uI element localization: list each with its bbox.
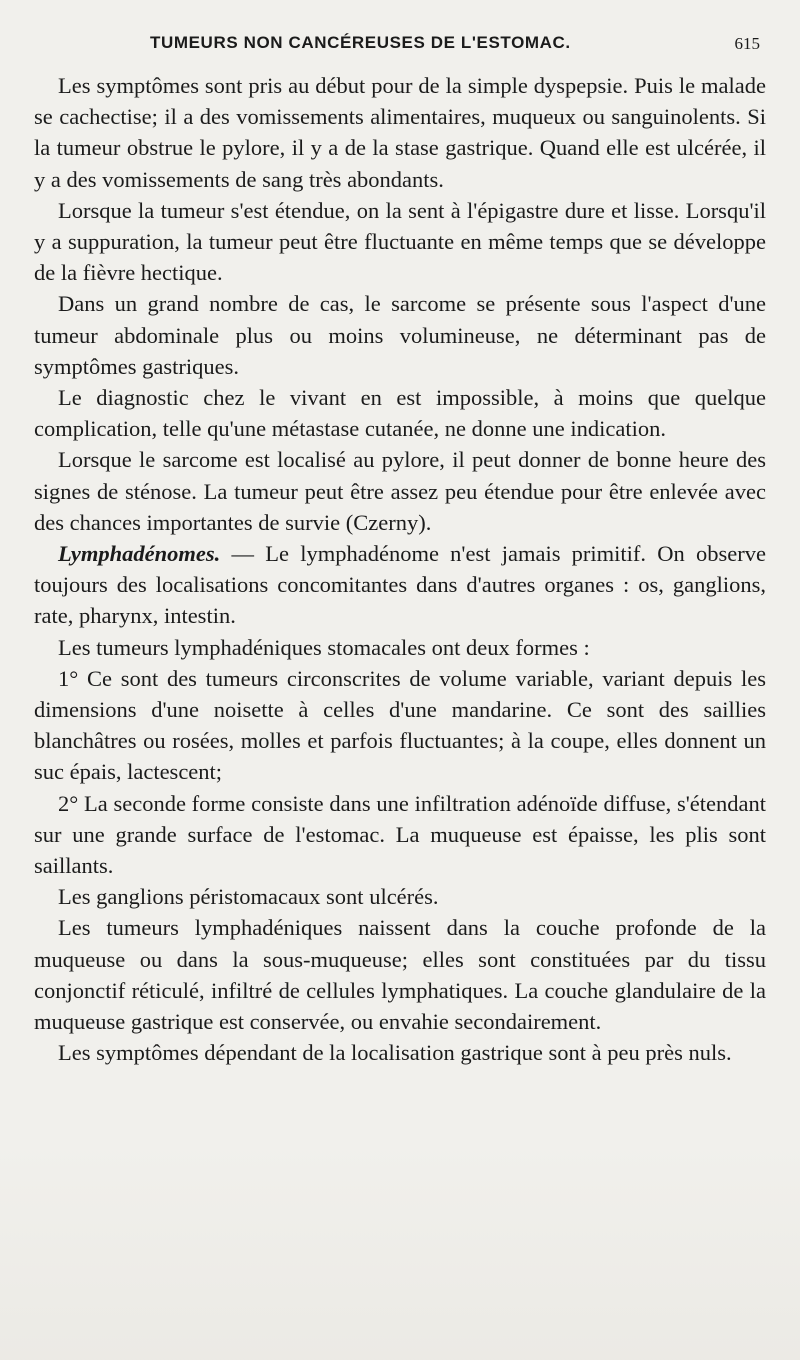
running-head (150, 33, 760, 57)
paragraph-ganglions: Les ganglions péristomacaux sont ulcérés. (58, 884, 439, 910)
paragraph-form-two: 2° La seconde forme consiste dans une infiltration adénoïde diffuse, s'étendant sur une grande surface de l'estomac. La muqueuse est épaisse, les plis sont saillants. (34, 790, 766, 879)
paragraph-two-forms: Les tumeurs lymphadéniques stomacales ont deux formes : (58, 634, 590, 660)
paragraph-origin: Les tumeurs lymphadéniques naissent dans la couche profonde de la muqueuse ou dans la sous-muqueuse; elles sont constituées par du tissu conjonctif réticulé, infiltré de cellules lymphatiques. La couche glandulaire de la muqueuse gastrique est conservée, ou envahie secondairement. (34, 915, 766, 1035)
body-text (34, 70, 766, 1069)
paragraph-form-one: 1° Ce sont des tumeurs circonscrites de volume variable, variant depuis les dimensions d'une noisette à celles d'une mandarine. Ce sont des saillies blanchâtres ou rosées, molles et parfois fluctuantes; à la coupe, elles donnent un suc épais, lactescent; (34, 665, 766, 785)
paragraph-symptoms-nuls: Les symptômes dépendant de la localisation gastrique sont à peu près nuls. (58, 1040, 732, 1066)
running-head-title: TUMEURS NON CANCÉREUSES DE L'ESTOMAC. (150, 33, 571, 52)
paragraph-pylorus: Lorsque le sarcome est localisé au pylore, il peut donner de bonne heure des signes de sténose. La tumeur peut être assez peu étendue pour être enlevée avec des chances importantes de survie (Czerny). (34, 447, 766, 535)
paragraph-lymphadenomes-text: — Le lymphadénome n'est jamais primitif. On observe toujours des localisations concomitantes dans d'autres organes : os, ganglions, rate, pharynx, intestin. (34, 541, 766, 629)
paragraph-diagnosis: Le diagnostic chez le vivant en est impossible, à moins que quelque complication, telle qu'une métastase cutanée, ne donne une indication. (34, 385, 766, 442)
paragraph-extension: Lorsque la tumeur s'est étendue, on la sent à l'épigastre dure et lisse. Lorsqu'il y a suppuration, la tumeur peut être fluctuante en même temps que se développe de la fièvre hectique. (34, 197, 766, 286)
page-bleed-shading (0, 1140, 800, 1360)
paragraph-symptoms: Les symptômes sont pris au début pour de la simple dyspepsie. Puis le malade se cachectise; il a des vomissements alimentaires, muqueux ou sanguinolents. Si la tumeur obstrue le pylore, il y a de la stase gastrique. Quand elle est ulcérée, il y a des vomissements de sang très abondants. (34, 73, 766, 192)
section-heading-lymphadenomes: Lymphadénomes. (58, 541, 221, 567)
paragraph-lymphadenomes (34, 538, 766, 632)
page-number: 615 (734, 34, 760, 53)
paragraph-abdominal-tumor: Dans un grand nombre de cas, le sarcome se présente sous l'aspect d'une tumeur abdominale plus ou moins volumineuse, ne déterminant pas de symptômes gastriques. (34, 291, 766, 379)
